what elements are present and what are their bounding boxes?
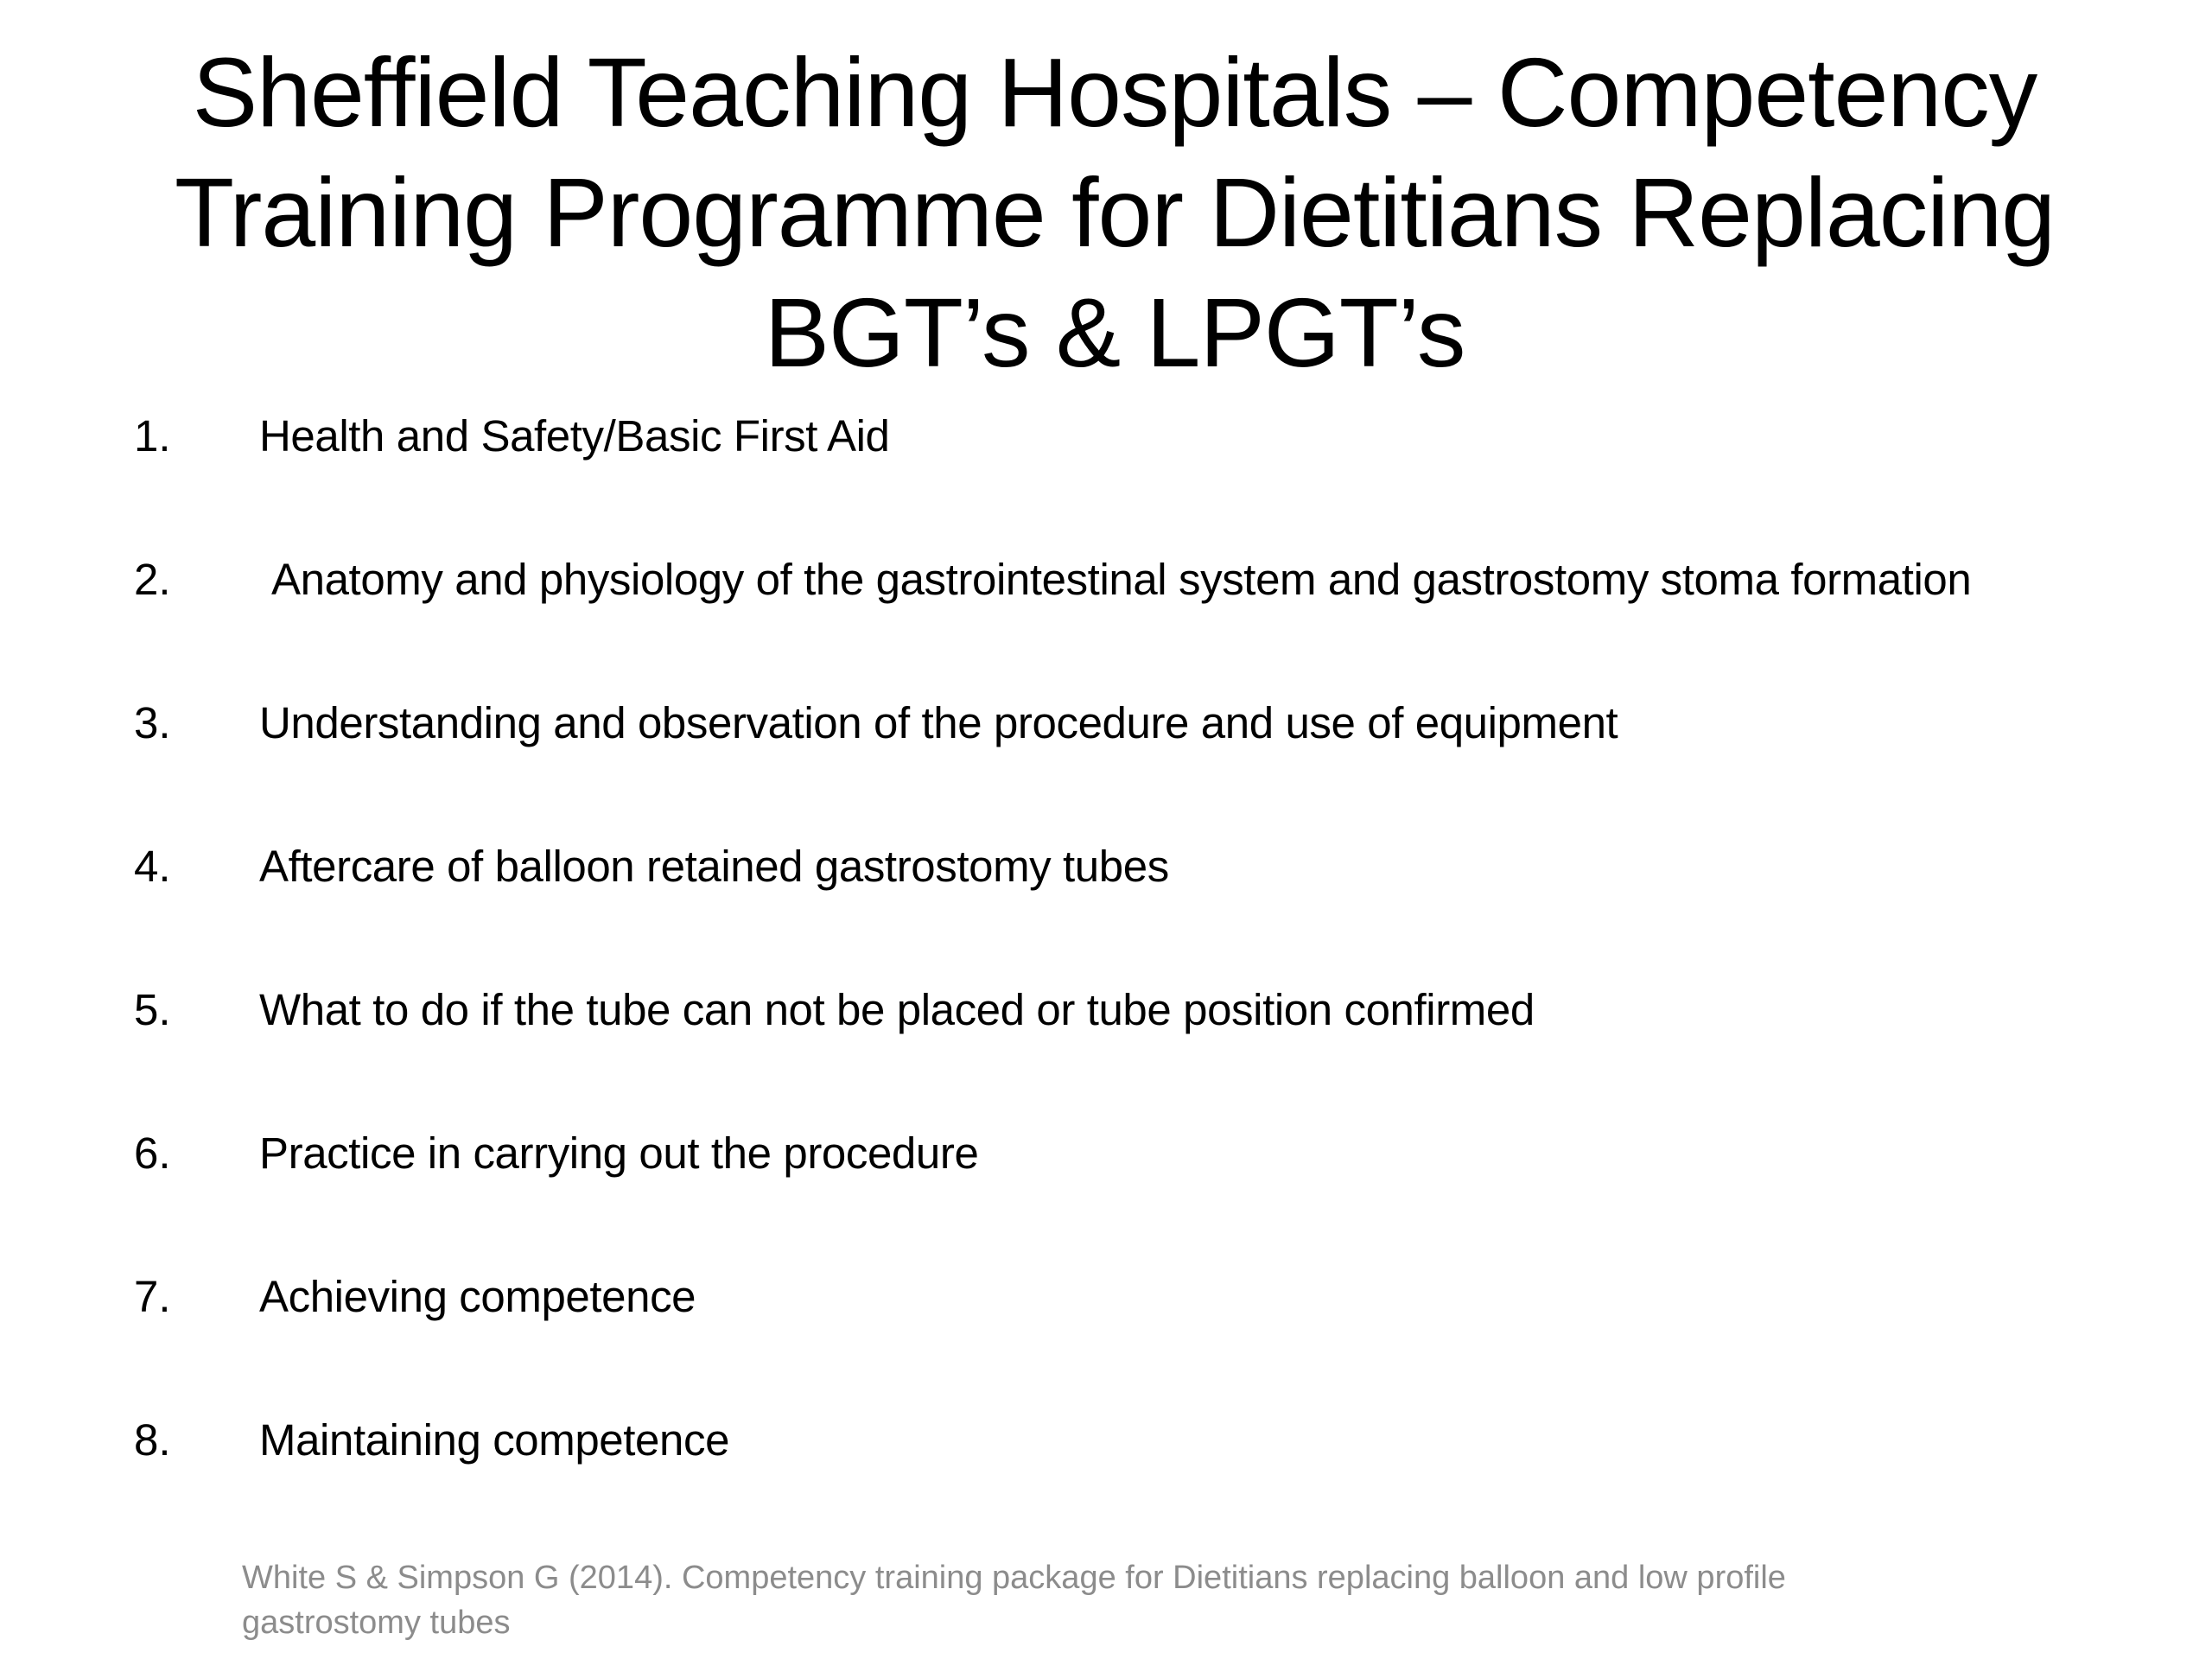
- slide-title: [138, 33, 2091, 393]
- item-text: Achieving competence: [259, 1272, 696, 1321]
- item-text: Anatomy and physiology of the gastrointestinal system and gastrostomy stoma formation: [271, 555, 1972, 604]
- item-text: What to do if the tube can not be placed or tube position confirmed: [259, 985, 1535, 1034]
- item-number: 4.: [134, 842, 171, 891]
- list-item: [0, 684, 2212, 828]
- item-number: 1.: [134, 411, 171, 461]
- list-item: [0, 397, 2212, 541]
- competency-list: [0, 397, 2212, 1545]
- item-text: Aftercare of balloon retained gastrostomy tubes: [259, 842, 1169, 891]
- item-text: Health and Safety/Basic First Aid: [259, 411, 890, 461]
- item-number: 6.: [134, 1128, 171, 1178]
- item-number: 3.: [134, 698, 171, 747]
- list-item: [0, 971, 2212, 1115]
- item-number: 2.: [134, 555, 171, 604]
- citation-footnote: White S & Simpson G (2014). Competency training package for Dietitians replacing balloon and low profile gastrostomy tubes: [242, 1560, 1786, 1641]
- list-item: [0, 1115, 2212, 1258]
- title-line-2: Training Programme for Dietitians Replacing: [174, 158, 2056, 267]
- item-text: Maintaining competence: [259, 1415, 730, 1465]
- item-number: 8.: [134, 1415, 171, 1465]
- list-item: [0, 1258, 2212, 1402]
- item-text: Understanding and observation of the procedure and use of equipment: [259, 698, 1618, 747]
- item-text: Practice in carrying out the procedure: [259, 1128, 979, 1178]
- list-item: [0, 828, 2212, 971]
- title-line-3: BGT’s & LPGT’s: [764, 278, 1465, 387]
- item-number: 7.: [134, 1272, 171, 1321]
- list-item: [0, 1402, 2212, 1545]
- item-number: 5.: [134, 985, 171, 1034]
- title-line-1: Sheffield Teaching Hospitals – Competency: [192, 38, 2037, 147]
- list-item: [0, 541, 2212, 684]
